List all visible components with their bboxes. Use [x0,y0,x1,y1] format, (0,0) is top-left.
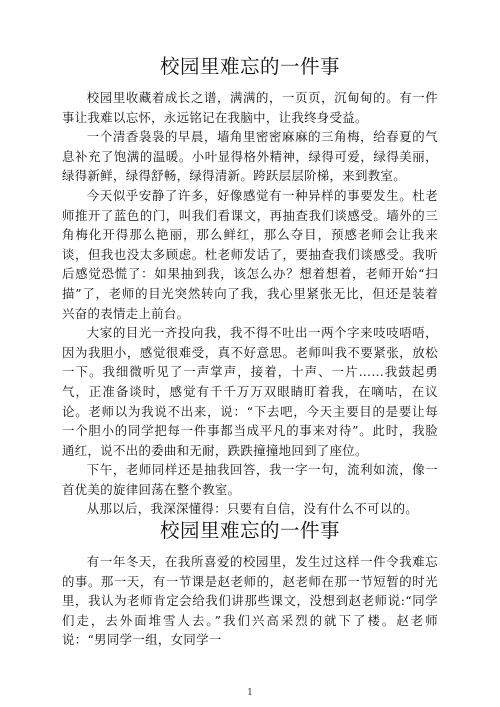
paragraph: 从那以后，我深深懂得：只要有自信，没有什么不可以的。 [86,501,419,517]
paragraph: 有一年冬天，在我所喜爱的校园里，发生过这样一件令我难忘的事。那一天，有一节课是赵老师的，赵老师在那一节短暂的时光里，我认为老师肯定会给我们讲那些课文，没想到赵老师说:“同学们走，去外面堆雪人去。”我们兴高采烈的就下了楼。赵老师说：“男同学一组，女同学一 [62,554,438,648]
paragraph: 一个清香袅袅的早晨，墙角里密密麻麻的三角梅，给春夏的气息补充了饱满的温暖。小叶显得格外精神，绿得可爱，绿得美丽，绿得新鲜，绿得舒畅，绿得清新。跨跃层层阶梯，来到教室。 [62,129,438,184]
essay-1 [62,54,438,519]
essay-title: 校园里难忘的一件事 [159,55,340,78]
essay-title: 校园里难忘的一件事 [159,519,340,542]
essay-2 [62,518,438,650]
paragraph: 今天似乎安静了许多，好像感觉有一种异样的事要发生。杜老师推开了蓝色的门，叫我们看课文，再抽查我们谈感受。墙外的三角梅化开得那么艳丽，那么鲜红，那么夺目，预感老师会让我来谈，但我也没太多顾虑。杜老师发话了，要抽查我们谈感受。我听后感觉恐慌了：如果抽到我，该怎么办？想着想着，老师开始“扫描”了，老师的目光突然转向了我，我心里紧张无比，但还是装着兴奋的表情走上前台。 [62,187,438,321]
paragraph: 校园里收藏着成长之谱，满满的，一页页，沉甸甸的。有一件事让我难以忘怀，永远铭记在我脑中，让我终身受益。 [62,90,438,125]
paragraph: 下午，老师同样还是抽我回答，我一字一句，流利如流，像一首优美的旋律回荡在整个教室。 [62,462,438,497]
page-number: 1 [247,688,253,698]
paragraph: 大家的目光一齐投向我，我不得不吐出一两个字来吱吱唔唔，因为我胆小，感觉很难受，真不好意思。老师叫我不要紧张，放松一下。我细微听见了一声掌声，接着，十声、一片……我鼓起勇气，正准备谈时，感觉有千千万万双眼睛盯着我，在嘀咕，在议论。老师以为我说不出来，说：“下去吧，今天主要目的是要让每一个胆小的同学把每一件事都当成平凡的事来对待”。此时，我脸通红，说不出的委曲和无耐，跌跌撞撞地回到了座位。 [62,325,438,458]
